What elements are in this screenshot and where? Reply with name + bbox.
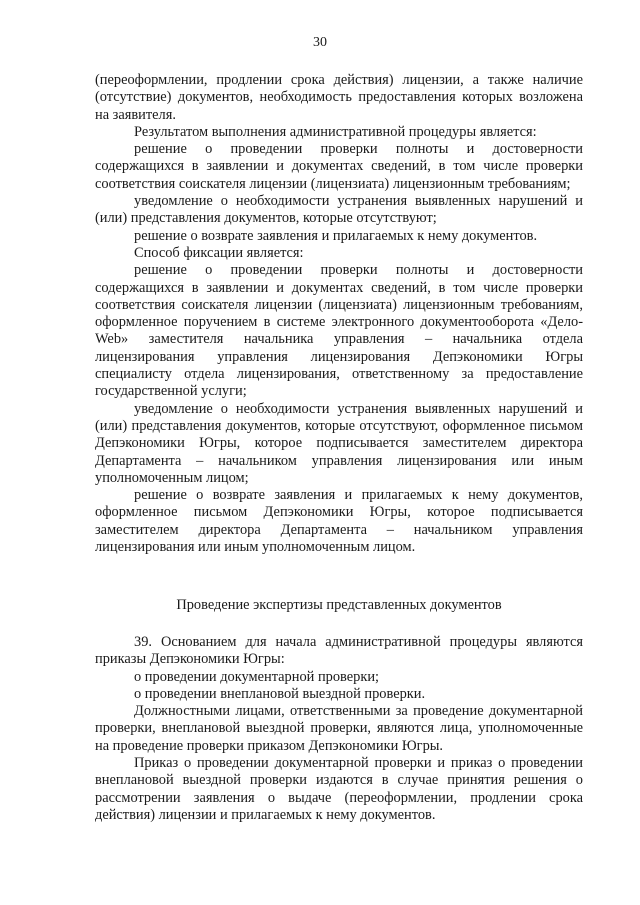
paragraph: решение о возврате заявления и прилагаемых к нему документов. <box>134 227 538 244</box>
page-number: 30 <box>313 35 327 50</box>
paragraph: Должностными лицами, ответственными за проведение документарной проверки, внеплановой выездной проверки, являются лица, уполномоченные на проведение проверки приказом Депэкономики Югры. <box>95 703 583 754</box>
paragraph: уведомление о необходимости устранения выявленных нарушений и (или) представления документов, которые отсутствуют, оформленное письмом Депэкономики Югры, которое подписывается заместителем директора Департамента – начальником управления лицензирования или иным уполномоченным лицом; <box>95 400 583 486</box>
paragraph: о проведении документарной проверки; <box>134 668 380 685</box>
paragraph: уведомление о необходимости устранения выявленных нарушений и (или) представления документов, которые отсутствуют; <box>95 193 583 227</box>
paragraph: Результатом выполнения административной процедуры является: <box>134 123 537 140</box>
paragraph: 39. Основанием для начала административной процедуры являются приказы Депэкономики Югры: <box>95 634 583 668</box>
paragraph: решение о проведении проверки полноты и достоверности содержащихся в заявлении и документах сведений, в том числе проверки соответствия соискателя лицензии (лицензиата) лицензионным требованиям; <box>95 141 583 192</box>
paragraph: (переоформлении, продлении срока действия) лицензии, а также наличие (отсутствие) документов, необходимость предоставления которых возложена на заявителя. <box>95 72 583 123</box>
paragraph: Способ фиксации является: <box>134 244 304 261</box>
paragraph: Приказ о проведении документарной проверки и приказ о проведении внеплановой выездной проверки издаются в случае принятия решения о рассмотрении заявления о выдаче (переоформлении, продлении срока действия) лицензии и прилагаемых к нему документов. <box>95 755 583 823</box>
document-body-upper <box>95 72 583 556</box>
paragraph: решение о возврате заявления и прилагаемых к нему документов, оформленное письмом Депэкономики Югры, которое подписывается заместителем директора Департамента – начальником управления лицензирования или иным уполномоченным лицом. <box>95 487 583 556</box>
section-title: Проведение экспертизы представленных документов <box>176 597 502 613</box>
paragraph: решение о проведении проверки полноты и достоверности содержащихся в заявлении и документах сведений, в том числе проверки соответствия соискателя лицензии (лицензиата) лицензионным требованиям, оформленное поручением в системе электронного документооборота «Дело-Web» заместителя начальника управления – начальника отдела лицензирования управления лицензирования Депэкономики Югры специалисту отдела лицензирования, ответственному за предоставление государственной услуги; <box>95 262 583 400</box>
paragraph: о проведении внеплановой выездной проверки. <box>134 685 426 702</box>
document-body-lower <box>95 634 583 824</box>
